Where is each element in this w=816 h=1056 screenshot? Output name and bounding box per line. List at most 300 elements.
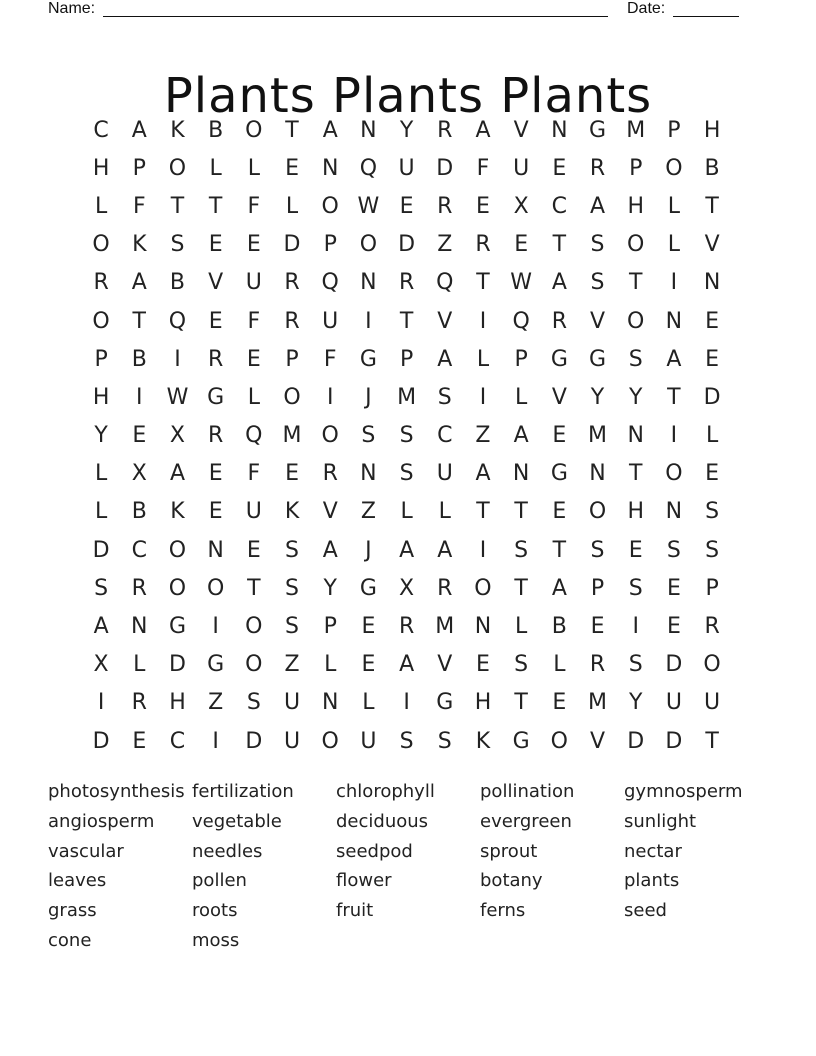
grid-letter: E <box>208 499 223 525</box>
grid-letter: L <box>285 193 299 219</box>
grid-letter: B <box>704 155 720 181</box>
grid-letter: H <box>627 499 644 525</box>
grid-letter: G <box>359 575 377 601</box>
grid-letter: O <box>92 232 110 258</box>
grid-letter: U <box>704 690 721 716</box>
grid-letter: F <box>247 308 261 334</box>
grid-letter: T <box>552 232 567 258</box>
grid-letter: O <box>359 232 378 258</box>
grid-letter: M <box>588 423 608 449</box>
grid-letter: G <box>550 461 568 487</box>
grid-letter: Z <box>437 232 453 258</box>
grid-letter: P <box>514 346 528 372</box>
grid-letter: L <box>247 384 260 410</box>
grid-letter: E <box>628 537 643 563</box>
grid-letter: G <box>512 728 530 754</box>
word-list-item: sunlight <box>624 810 697 832</box>
grid-letter: O <box>703 652 721 678</box>
grid-letter: H <box>92 384 110 410</box>
grid-letter: G <box>589 346 607 372</box>
grid-letter: D <box>703 384 721 410</box>
grid-letter: A <box>437 346 453 372</box>
grid-letter: R <box>284 270 300 296</box>
grid-letter: J <box>365 384 372 410</box>
grid-letter: O <box>321 423 339 449</box>
grid-letter: V <box>590 308 606 334</box>
grid-letter: D <box>168 652 186 678</box>
grid-letter: R <box>551 308 567 334</box>
grid-letter: T <box>208 193 223 219</box>
grid-letter: C <box>93 117 109 143</box>
grid-letter: L <box>476 346 490 372</box>
grid-letter: S <box>628 346 643 372</box>
grid-letter: X <box>399 575 415 601</box>
grid-letter: B <box>208 117 224 143</box>
grid-letter: S <box>628 652 643 678</box>
grid-letter: N <box>665 499 683 525</box>
grid-letter: S <box>590 232 605 258</box>
grid-letter: O <box>665 155 683 181</box>
grid-letter: O <box>321 728 339 754</box>
grid-letter: P <box>667 117 681 143</box>
grid-letter: L <box>438 499 451 525</box>
word-list-item: needles <box>192 840 263 862</box>
grid-letter: T <box>705 193 719 219</box>
grid-letter: F <box>247 461 261 487</box>
grid-letter: E <box>552 690 567 716</box>
grid-letter: S <box>514 537 529 563</box>
grid-letter: N <box>589 461 606 487</box>
grid-letter: R <box>589 652 606 678</box>
grid-letter: N <box>360 461 377 487</box>
grid-letter: O <box>245 652 263 678</box>
grid-letter: L <box>209 155 222 181</box>
grid-letter: R <box>398 614 415 640</box>
grid-letter: V <box>551 384 567 410</box>
grid-letter: C <box>551 193 568 219</box>
word-list-item: photosynthesis <box>48 781 185 802</box>
grid-letter: X <box>513 193 529 219</box>
grid-letter: E <box>552 423 567 449</box>
grid-letter: Q <box>321 270 339 296</box>
grid-letter: U <box>513 155 530 181</box>
word-list-item: ferns <box>480 900 526 922</box>
grid-letter: P <box>94 346 108 372</box>
grid-letter: G <box>550 346 568 372</box>
word-list-item: fruit <box>336 900 374 922</box>
grid-letter: E <box>705 308 720 334</box>
grid-letter: S <box>628 575 643 601</box>
grid-letter: A <box>131 270 147 296</box>
grid-letter: U <box>398 155 415 181</box>
grid-letter: K <box>284 499 300 525</box>
grid-letter: E <box>208 308 223 334</box>
grid-letter: L <box>400 499 413 525</box>
grid-letter: T <box>476 499 490 525</box>
grid-letter: R <box>475 232 491 258</box>
grid-letter: R <box>131 575 147 601</box>
grid-letter: R <box>284 308 300 334</box>
grid-letter: S <box>399 461 414 487</box>
grid-letter: K <box>170 117 185 143</box>
grid-letter: N <box>551 117 568 143</box>
grid-letter: P <box>323 614 337 640</box>
grid-letter: O <box>665 461 683 487</box>
grid-letter: A <box>437 537 453 563</box>
grid-letter: C <box>437 423 453 449</box>
grid-letter: Z <box>208 690 224 716</box>
grid-letter: N <box>360 117 377 143</box>
grid-letter: C <box>131 537 147 563</box>
grid-letter: P <box>285 346 299 372</box>
grid-letter: B <box>131 346 147 372</box>
grid-letter: T <box>285 117 299 143</box>
grid-letter: I <box>479 384 487 410</box>
grid-letter: I <box>670 270 678 296</box>
grid-letter: Q <box>168 308 187 334</box>
grid-letter: D <box>665 652 683 678</box>
grid-letter: R <box>208 346 224 372</box>
grid-letter: D <box>627 728 645 754</box>
grid-letter: H <box>92 155 110 181</box>
grid-letter: X <box>169 423 185 449</box>
grid-letter: L <box>247 155 260 181</box>
word-list-item: fertilization <box>192 781 294 802</box>
grid-letter: I <box>326 384 334 410</box>
grid-letter: C <box>169 728 186 754</box>
grid-letter: A <box>169 461 185 487</box>
grid-letter: O <box>627 232 645 258</box>
grid-letter: O <box>283 384 301 410</box>
word-list-item: plants <box>624 870 680 892</box>
grid-letter: O <box>168 575 187 601</box>
grid-letter: S <box>437 384 452 410</box>
grid-letter: Q <box>512 308 530 334</box>
word-list-item: moss <box>192 929 240 951</box>
grid-letter: N <box>627 423 644 449</box>
grid-letter: O <box>168 537 187 563</box>
grid-letter: R <box>322 461 338 487</box>
grid-letter: T <box>399 308 414 334</box>
grid-letter: L <box>515 614 528 640</box>
word-list-item: pollination <box>480 781 575 802</box>
grid-letter: D <box>92 537 110 563</box>
word-list-item: nectar <box>624 840 682 862</box>
grid-letter: T <box>170 193 185 219</box>
grid-letter: E <box>666 614 681 640</box>
word-list-item: gymnosperm <box>624 781 743 802</box>
grid-letter: E <box>476 193 490 219</box>
grid-letter: P <box>590 575 605 601</box>
grid-letter: T <box>705 728 719 754</box>
word-list-item: seed <box>624 900 667 922</box>
grid-letter: K <box>170 499 185 525</box>
grid-letter: L <box>133 652 146 678</box>
grid-letter: J <box>365 537 372 563</box>
grid-letter: L <box>515 384 528 410</box>
grid-letter: P <box>705 575 719 601</box>
grid-letter: L <box>667 232 681 258</box>
grid-letter: A <box>475 461 491 487</box>
grid-letter: H <box>703 117 721 143</box>
grid-letter: T <box>514 575 528 601</box>
grid-letter: O <box>321 193 339 219</box>
grid-letter: R <box>704 614 720 640</box>
grid-letter: W <box>510 270 533 296</box>
word-list-item: pollen <box>192 870 247 892</box>
grid-letter: T <box>628 461 643 487</box>
grid-letter: E <box>590 614 605 640</box>
grid-letter: O <box>588 499 607 525</box>
grid-letter: N <box>665 308 683 334</box>
word-list-item: flower <box>336 870 392 892</box>
grid-letter: G <box>207 384 225 410</box>
grid-letter: N <box>360 270 377 296</box>
grid-letter: L <box>667 193 681 219</box>
grid-letter: M <box>626 117 646 143</box>
grid-letter: L <box>362 690 375 716</box>
grid-letter: Q <box>436 270 454 296</box>
word-search-grid <box>82 111 731 760</box>
grid-letter: F <box>132 193 146 219</box>
grid-letter: E <box>285 155 299 181</box>
grid-letter: R <box>398 270 415 296</box>
grid-letter: A <box>666 346 682 372</box>
word-list <box>48 779 768 958</box>
grid-letter: B <box>169 270 186 296</box>
grid-letter: N <box>474 614 492 640</box>
grid-letter: V <box>208 270 224 296</box>
grid-letter: V <box>704 232 720 258</box>
date-blank-line[interactable] <box>673 16 739 17</box>
grid-letter: F <box>323 346 337 372</box>
grid-letter: E <box>476 652 490 678</box>
grid-letter: R <box>93 270 109 296</box>
grid-letter: T <box>552 537 567 563</box>
grid-letter: M <box>435 614 455 640</box>
grid-letter: P <box>132 155 146 181</box>
grid-letter: G <box>436 690 454 716</box>
grid-letter: Y <box>628 384 643 410</box>
word-list-item: chlorophyll <box>336 781 435 802</box>
grid-letter: N <box>207 537 224 563</box>
grid-letter: A <box>399 652 415 678</box>
grid-letter: G <box>207 652 225 678</box>
grid-letter: I <box>212 614 219 640</box>
grid-letter: I <box>670 423 678 449</box>
name-label: Name: <box>48 0 96 17</box>
grid-letter: D <box>245 728 263 754</box>
grid-letter: S <box>170 232 185 258</box>
page-title: Plants Plants Plants <box>163 68 653 125</box>
grid-letter: Z <box>284 652 300 678</box>
grid-letter: D <box>283 232 301 258</box>
grid-letter: V <box>322 499 338 525</box>
word-list-item: grass <box>48 900 97 922</box>
grid-letter: D <box>398 232 416 258</box>
grid-letter: V <box>590 728 606 754</box>
grid-letter: S <box>94 575 109 601</box>
grid-letter: F <box>476 155 490 181</box>
grid-letter: U <box>245 270 262 296</box>
grid-letter: E <box>705 461 720 487</box>
grid-letter: O <box>206 575 225 601</box>
grid-letter: U <box>665 690 682 716</box>
grid-letter: M <box>282 423 302 449</box>
grid-letter: V <box>437 308 453 334</box>
grid-letter: L <box>553 652 566 678</box>
grid-letter: E <box>246 232 261 258</box>
grid-letter: I <box>365 308 372 334</box>
grid-letter: A <box>551 270 567 296</box>
grid-letter: F <box>247 193 261 219</box>
grid-letter: T <box>132 308 146 334</box>
grid-letter: Y <box>590 384 605 410</box>
grid-letter: O <box>245 614 263 640</box>
grid-letter: R <box>437 117 453 143</box>
grid-letter: E <box>208 232 223 258</box>
grid-letter: S <box>285 575 300 601</box>
grid-letter: Y <box>94 423 108 449</box>
grid-letter: O <box>550 728 568 754</box>
grid-letter: D <box>665 728 683 754</box>
word-list-item: vegetable <box>192 810 282 832</box>
grid-letter: S <box>514 652 529 678</box>
grid-letter: R <box>589 155 606 181</box>
grid-letter: T <box>628 270 643 296</box>
grid-letter: L <box>94 499 108 525</box>
grid-letter: Z <box>475 423 491 449</box>
grid-letter: N <box>703 270 721 296</box>
grid-letter: Y <box>323 575 337 601</box>
grid-letter: M <box>397 384 417 410</box>
grid-letter: S <box>399 728 414 754</box>
grid-letter: T <box>476 270 490 296</box>
grid-letter: B <box>131 499 147 525</box>
grid-letter: Y <box>628 690 643 716</box>
grid-letter: S <box>437 728 452 754</box>
grid-letter: Y <box>399 117 414 143</box>
grid-letter: N <box>321 155 339 181</box>
grid-letter: Z <box>360 499 376 525</box>
grid-letter: H <box>474 690 492 716</box>
grid-letter: V <box>437 652 453 678</box>
grid-letter: O <box>92 308 110 334</box>
grid-letter: E <box>246 346 261 372</box>
grid-letter: A <box>322 117 338 143</box>
grid-letter: S <box>246 690 261 716</box>
word-list-item: cone <box>48 929 92 951</box>
grid-letter: A <box>399 537 415 563</box>
grid-letter: E <box>399 193 414 219</box>
word-list-item: seedpod <box>336 840 413 862</box>
grid-letter: S <box>361 423 376 449</box>
grid-letter: T <box>514 499 528 525</box>
name-blank-line[interactable] <box>103 16 608 17</box>
word-list-item: deciduous <box>336 810 429 832</box>
grid-letter: L <box>94 461 108 487</box>
grid-letter: R <box>131 690 147 716</box>
grid-letter: E <box>246 537 261 563</box>
grid-letter: I <box>403 690 410 716</box>
grid-letter: A <box>475 117 491 143</box>
grid-letter: E <box>552 155 567 181</box>
grid-letter: R <box>437 193 453 219</box>
grid-letter: E <box>132 423 147 449</box>
grid-letter: E <box>514 232 529 258</box>
grid-letter: S <box>399 423 414 449</box>
word-list-item: roots <box>192 900 238 922</box>
grid-letter: N <box>512 461 530 487</box>
grid-letter: R <box>208 423 224 449</box>
grid-letter: X <box>131 461 147 487</box>
grid-letter: N <box>321 690 339 716</box>
grid-letter: T <box>667 384 681 410</box>
grid-letter: U <box>245 499 262 525</box>
grid-letter: E <box>705 346 720 372</box>
grid-letter: H <box>169 690 186 716</box>
grid-letter: E <box>285 461 299 487</box>
date-label: Date: <box>627 0 666 17</box>
word-list-item: angiosperm <box>48 810 155 832</box>
name-date-header <box>48 0 740 20</box>
grid-letter: U <box>360 728 377 754</box>
grid-letter: S <box>705 537 720 563</box>
grid-letter: G <box>168 614 186 640</box>
grid-letter: I <box>97 690 105 716</box>
grid-letter: L <box>705 423 719 449</box>
grid-letter: H <box>627 193 644 219</box>
grid-letter: B <box>551 614 567 640</box>
grid-letter: O <box>168 155 187 181</box>
grid-letter: I <box>212 728 219 754</box>
grid-letter: U <box>283 690 301 716</box>
grid-letter: L <box>94 193 108 219</box>
grid-letter: A <box>513 423 529 449</box>
grid-letter: Q <box>245 423 263 449</box>
grid-letter: L <box>324 652 337 678</box>
grid-letter: S <box>590 537 605 563</box>
grid-letter: A <box>93 614 109 640</box>
grid-letter: R <box>437 575 453 601</box>
grid-letter: P <box>629 155 643 181</box>
grid-letter: I <box>174 346 181 372</box>
grid-letter: E <box>361 614 376 640</box>
grid-letter: I <box>479 537 487 563</box>
word-list-item: vascular <box>48 840 124 862</box>
grid-letter: U <box>283 728 301 754</box>
grid-letter: S <box>705 499 720 525</box>
word-list-item: leaves <box>48 870 107 892</box>
grid-letter: U <box>322 308 339 334</box>
grid-letter: S <box>285 537 300 563</box>
word-list-item: sprout <box>480 840 538 862</box>
word-list-item: evergreen <box>480 810 572 832</box>
grid-letter: I <box>632 614 639 640</box>
grid-letter: E <box>132 728 147 754</box>
grid-letter: K <box>475 728 491 754</box>
grid-letter: I <box>479 308 487 334</box>
grid-letter: A <box>131 117 147 143</box>
grid-letter: E <box>552 499 567 525</box>
grid-letter: T <box>247 575 261 601</box>
grid-letter: D <box>92 728 110 754</box>
grid-letter: X <box>93 652 109 678</box>
grid-letter: Q <box>359 155 378 181</box>
grid-letter: S <box>666 537 681 563</box>
grid-letter: I <box>136 384 143 410</box>
grid-letter: O <box>627 308 645 334</box>
